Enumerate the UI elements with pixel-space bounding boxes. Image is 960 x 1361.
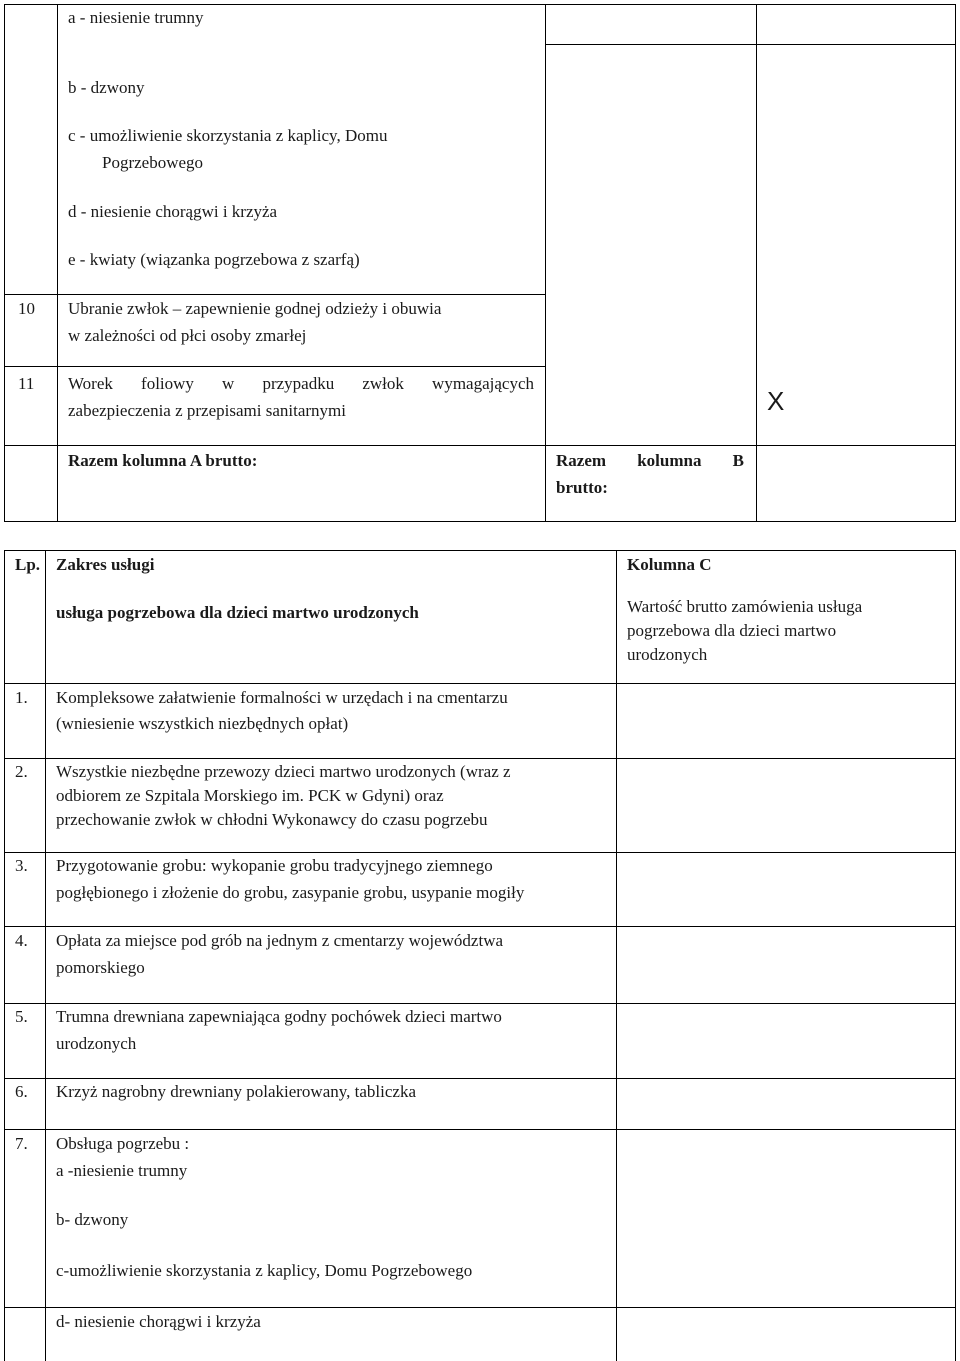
table2-row-divider: [4, 683, 616, 684]
row-5-lp: 5.: [15, 1007, 28, 1026]
row-5-text: Trumna drewniana zapewniająca godny pochówek dzieci martwo: [56, 1007, 502, 1026]
table1-bottom-border: [4, 521, 956, 522]
row-10-text: Ubranie zwłok – zapewnienie godnej odzieży i obuwia: [68, 299, 442, 318]
table1-row-divider: [4, 366, 545, 367]
table2-left-border: [4, 550, 5, 1361]
header-lp: Lp.: [15, 555, 41, 574]
row-3-text-cont: pogłębionego i złożenie do grobu, zasypanie grobu, usypanie mogiły: [56, 883, 525, 902]
header-column-c-desc: Wartość brutto zamówienia usługa: [627, 597, 863, 616]
row-7-sub-b: b- dzwony: [56, 1210, 129, 1229]
row-5-text-cont: urodzonych: [56, 1034, 137, 1053]
header-column-c: Kolumna C: [627, 555, 712, 574]
table2-row-divider: [4, 1129, 956, 1130]
x-mark: X: [767, 386, 785, 416]
row-7-sub-d: d- niesienie chorągwi i krzyża: [56, 1312, 261, 1331]
row-6-text: Krzyż nagrobny drewniany polakierowany, tabliczka: [56, 1082, 417, 1101]
row-3-text: Przygotowanie grobu: wykopanie grobu tradycyjnego ziemnego: [56, 856, 493, 875]
row-2-lp: 2.: [15, 762, 28, 781]
row-2-text-cont: odbiorem ze Szpitala Morskiego im. PCK w Gdyni) oraz: [56, 786, 444, 805]
row-11-lp: 11: [18, 374, 35, 393]
row-1-text-cont: (wniesienie wszystkich niezbędnych opłat): [56, 714, 349, 733]
row-2-text-cont: przechowanie zwłok w chłodni Wykonawcy do czasu pogrzebu: [56, 810, 488, 829]
row-2-text: Wszystkie niezbędne przewozy dzieci martwo urodzonych (wraz z: [56, 762, 511, 781]
header-column-c-desc: pogrzebowa dla dzieci martwo: [627, 621, 837, 640]
row-10-lp: 10: [18, 299, 35, 318]
table2-lp-divider: [45, 550, 46, 1361]
table1-row-divider: [545, 44, 756, 45]
row-1-text: Kompleksowe załatwienie formalności w urzędach i na cmentarzu: [56, 688, 508, 707]
table1-row-divider: [4, 294, 545, 295]
row-1-lp: 1.: [15, 688, 28, 707]
row-d-text: d - niesienie chorągwi i krzyża: [68, 202, 278, 221]
table2-top-border: [4, 550, 956, 551]
table2-row-divider: [616, 683, 956, 684]
row-3-lp: 3.: [15, 856, 28, 875]
table2-right-border: [955, 550, 956, 1361]
row-4-text-cont: pomorskiego: [56, 958, 145, 977]
row-6-lp: 6.: [15, 1082, 28, 1101]
total-column-b-cont: brutto:: [556, 478, 608, 497]
row-11-text: Worek foliowy w przypadku zwłok wymagających: [68, 374, 534, 393]
row-7-sub-c: c-umożliwienie skorzystania z kaplicy, Domu Pogrzebowego: [56, 1261, 473, 1280]
row-7-text: Obsługa pogrzebu :: [56, 1134, 190, 1153]
table1-row-divider: [4, 445, 956, 446]
header-subtitle: usługa pogrzebowa dla dzieci martwo urodzonych: [56, 603, 419, 622]
table2-row-divider: [4, 1307, 956, 1308]
table2-col-c-divider: [616, 550, 617, 1361]
row-4-text: Opłata za miejsce pod grób na jednym z cmentarzy województwa: [56, 931, 504, 950]
header-scope: Zakres usługi: [56, 555, 155, 574]
row-a-text: a - niesienie trumny: [68, 8, 204, 27]
row-10-text-cont: w zależności od płci osoby zmarłej: [68, 326, 307, 345]
row-7-text-cont: a -niesienie trumny: [56, 1161, 188, 1180]
row-c-text-cont: Pogrzebowego: [102, 153, 204, 172]
header-column-c-desc: urodzonych: [627, 645, 708, 664]
total-column-b: Razem kolumna B: [556, 451, 744, 470]
row-c-text: c - umożliwienie skorzystania z kaplicy, Domu: [68, 126, 388, 145]
row-7-lp: 7.: [15, 1134, 28, 1153]
row-11-text-cont: zabezpieczenia z przepisami sanitarnymi: [68, 401, 346, 420]
row-4-lp: 4.: [15, 931, 28, 950]
table2-row-divider: [4, 758, 956, 759]
table2-row-divider: [4, 926, 956, 927]
row-b-text: b - dzwony: [68, 78, 145, 97]
total-column-a: Razem kolumna A brutto:: [68, 451, 258, 470]
row-e-text: e - kwiaty (wiązanka pogrzebowa z szarfą): [68, 250, 360, 269]
table1-row-divider: [756, 44, 956, 45]
